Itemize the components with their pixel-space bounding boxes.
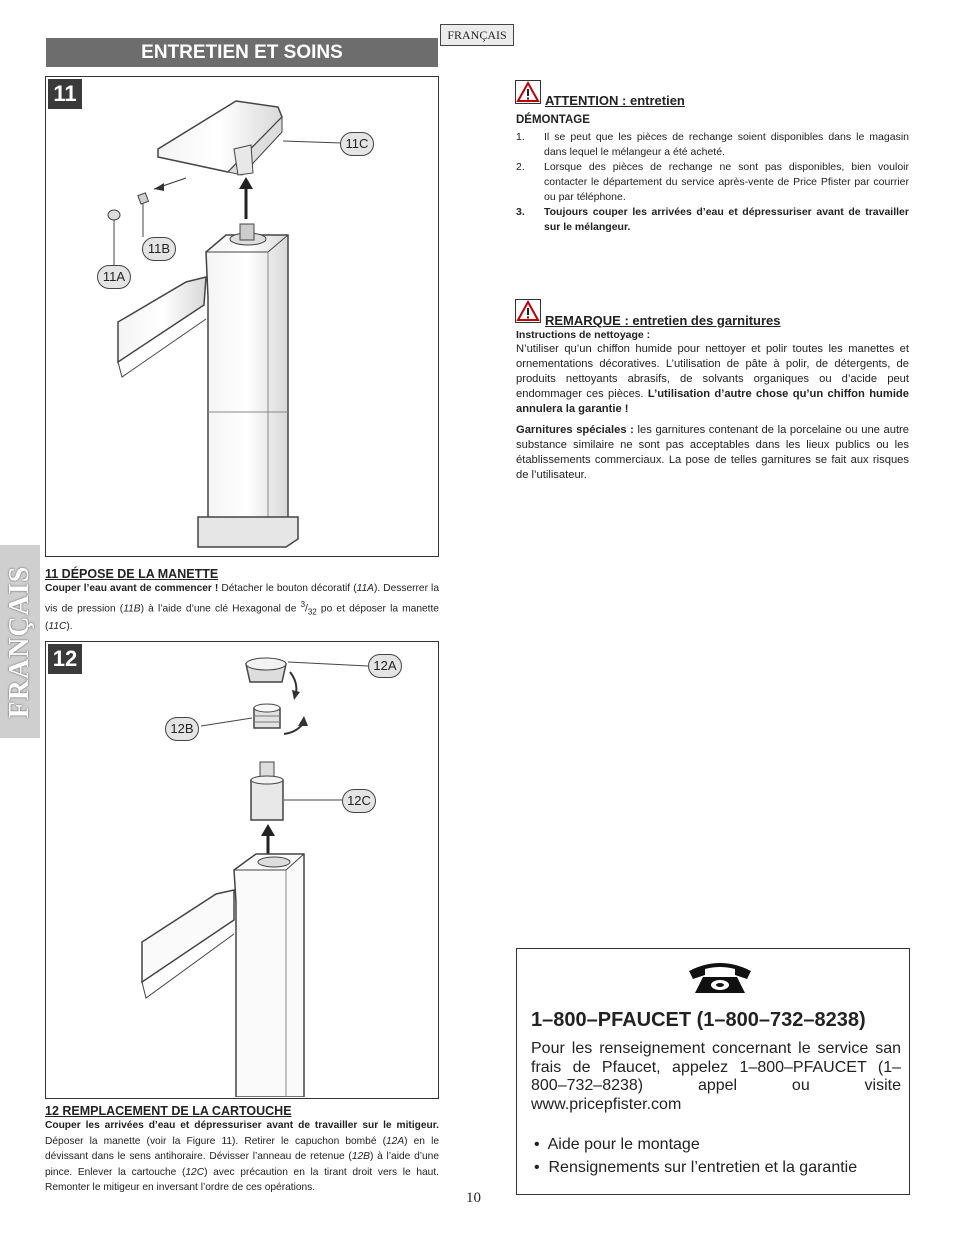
remarque-paragraph-1: N’utiliser qu’un chiffon humide pour nettoyer et polir toutes les manettes et ornementations décoratives. L’utilisation de pâte à polir, de détergents, de produits nettoyants abrasifs, de solvants organiques ou d’acide peut endommager ces pièces. L’utilisation d’autre chose qu’un chiffon humide annulera la garantie !: [516, 343, 909, 415]
language-side-tab: [0, 545, 40, 738]
language-tag: FRANÇAIS: [440, 24, 514, 46]
callout-11b: 11B: [142, 237, 176, 261]
callout-11c: 11C: [340, 132, 374, 156]
callout-12c: 12C: [342, 789, 376, 813]
list-item: 1. Il se peut que les pièces de rechange soient disponibles dans le magasin dans lequel le mélangeur a été acheté.: [516, 131, 909, 158]
remarque-subtitle: Instructions de nettoyage :: [516, 329, 651, 341]
contact-text: Pour les renseignement concernant le service san frais de Pfaucet, appelez 1–800–PFAUCET (1–800–732–8238) appel ou visite www.pricepfister.com: [531, 1040, 901, 1113]
cartridge-replacement-illustration: [46, 642, 437, 1097]
attention-subtitle: DÉMONTAGE: [516, 114, 590, 126]
page-number: 10: [466, 1190, 481, 1206]
figure-11-caption: Couper l’eau avant de commencer ! Détacher le bouton décoratif (11A). Desserrer la vis de pression (11B) à l’aide d’une clé Hexagonal de $^3/_{32}$ po et déposer la manette (11C).: [45, 583, 439, 633]
contact-box: [516, 948, 910, 1195]
contact-bullet: • Rensignements sur l’entretien et la garantie: [534, 1159, 858, 1176]
telephone-icon: [685, 959, 755, 997]
figure-12-caption-title: 12 REMPLACEMENT DE LA CARTOUCHE: [45, 1104, 292, 1118]
figure-12-caption: Couper les arrivées d’eau et dépressuriser avant de travailler sur le mitigeur. Déposer la manette (voir la Figure 11). Retirer le capuchon bombé (12A) en le dévissant dans le sens antihoraire. Dévisser l’anneau de retenue (12B) à l’aide d’une pince. Enlever la cartouche (12C) avec précaution en la tirant droit vers le haut. Remonter le mitigeur en inversant l’ordre de ces opérations.: [45, 1120, 440, 1193]
remarque-title: REMARQUE : entretien des garnitures: [545, 313, 781, 328]
figure-12-number: 12: [48, 644, 82, 674]
phone-number: 1–800–PFAUCET (1–800–732–8238): [531, 1009, 866, 1031]
figure-11: [45, 76, 439, 557]
contact-bullet: • Aide pour le montage: [534, 1136, 700, 1153]
faucet-handle-removal-illustration: [46, 77, 437, 555]
section-header: ENTRETIEN ET SOINS: [46, 38, 438, 67]
callout-12a: 12A: [368, 654, 402, 678]
list-item: 3. Toujours couper les arrivées d’eau et dépressuriser avant de travailler sur le mélangeur.: [516, 206, 909, 233]
warning-icon: [515, 299, 541, 323]
attention-list: [516, 130, 909, 235]
figure-11-number: 11: [48, 79, 82, 109]
warning-icon: [515, 80, 541, 104]
remarque-paragraph-2: Garnitures spéciales : les garnitures contenant de la porcelaine ou une autre substance similaire ne sont pas acceptables dans les lieux publics ou les établissements commerciaux. La pose de telles garnitures se fait aux risques de l’utilisateur.: [516, 424, 909, 481]
callout-11a: 11A: [97, 265, 131, 289]
list-item: 2. Lorsque des pièces de rechange ne sont pas disponibles, bien vouloir contacter le département du service après-vente de Price Pfister par courrier ou par téléphone.: [516, 161, 909, 203]
callout-12b: 12B: [165, 717, 199, 741]
figure-11-caption-title: 11 DÉPOSE DE LA MANETTE: [45, 567, 219, 581]
figure-12: [45, 641, 439, 1099]
attention-title: ATTENTION : entretien: [545, 93, 685, 108]
side-tab-label: FRANÇAIS: [4, 565, 35, 718]
